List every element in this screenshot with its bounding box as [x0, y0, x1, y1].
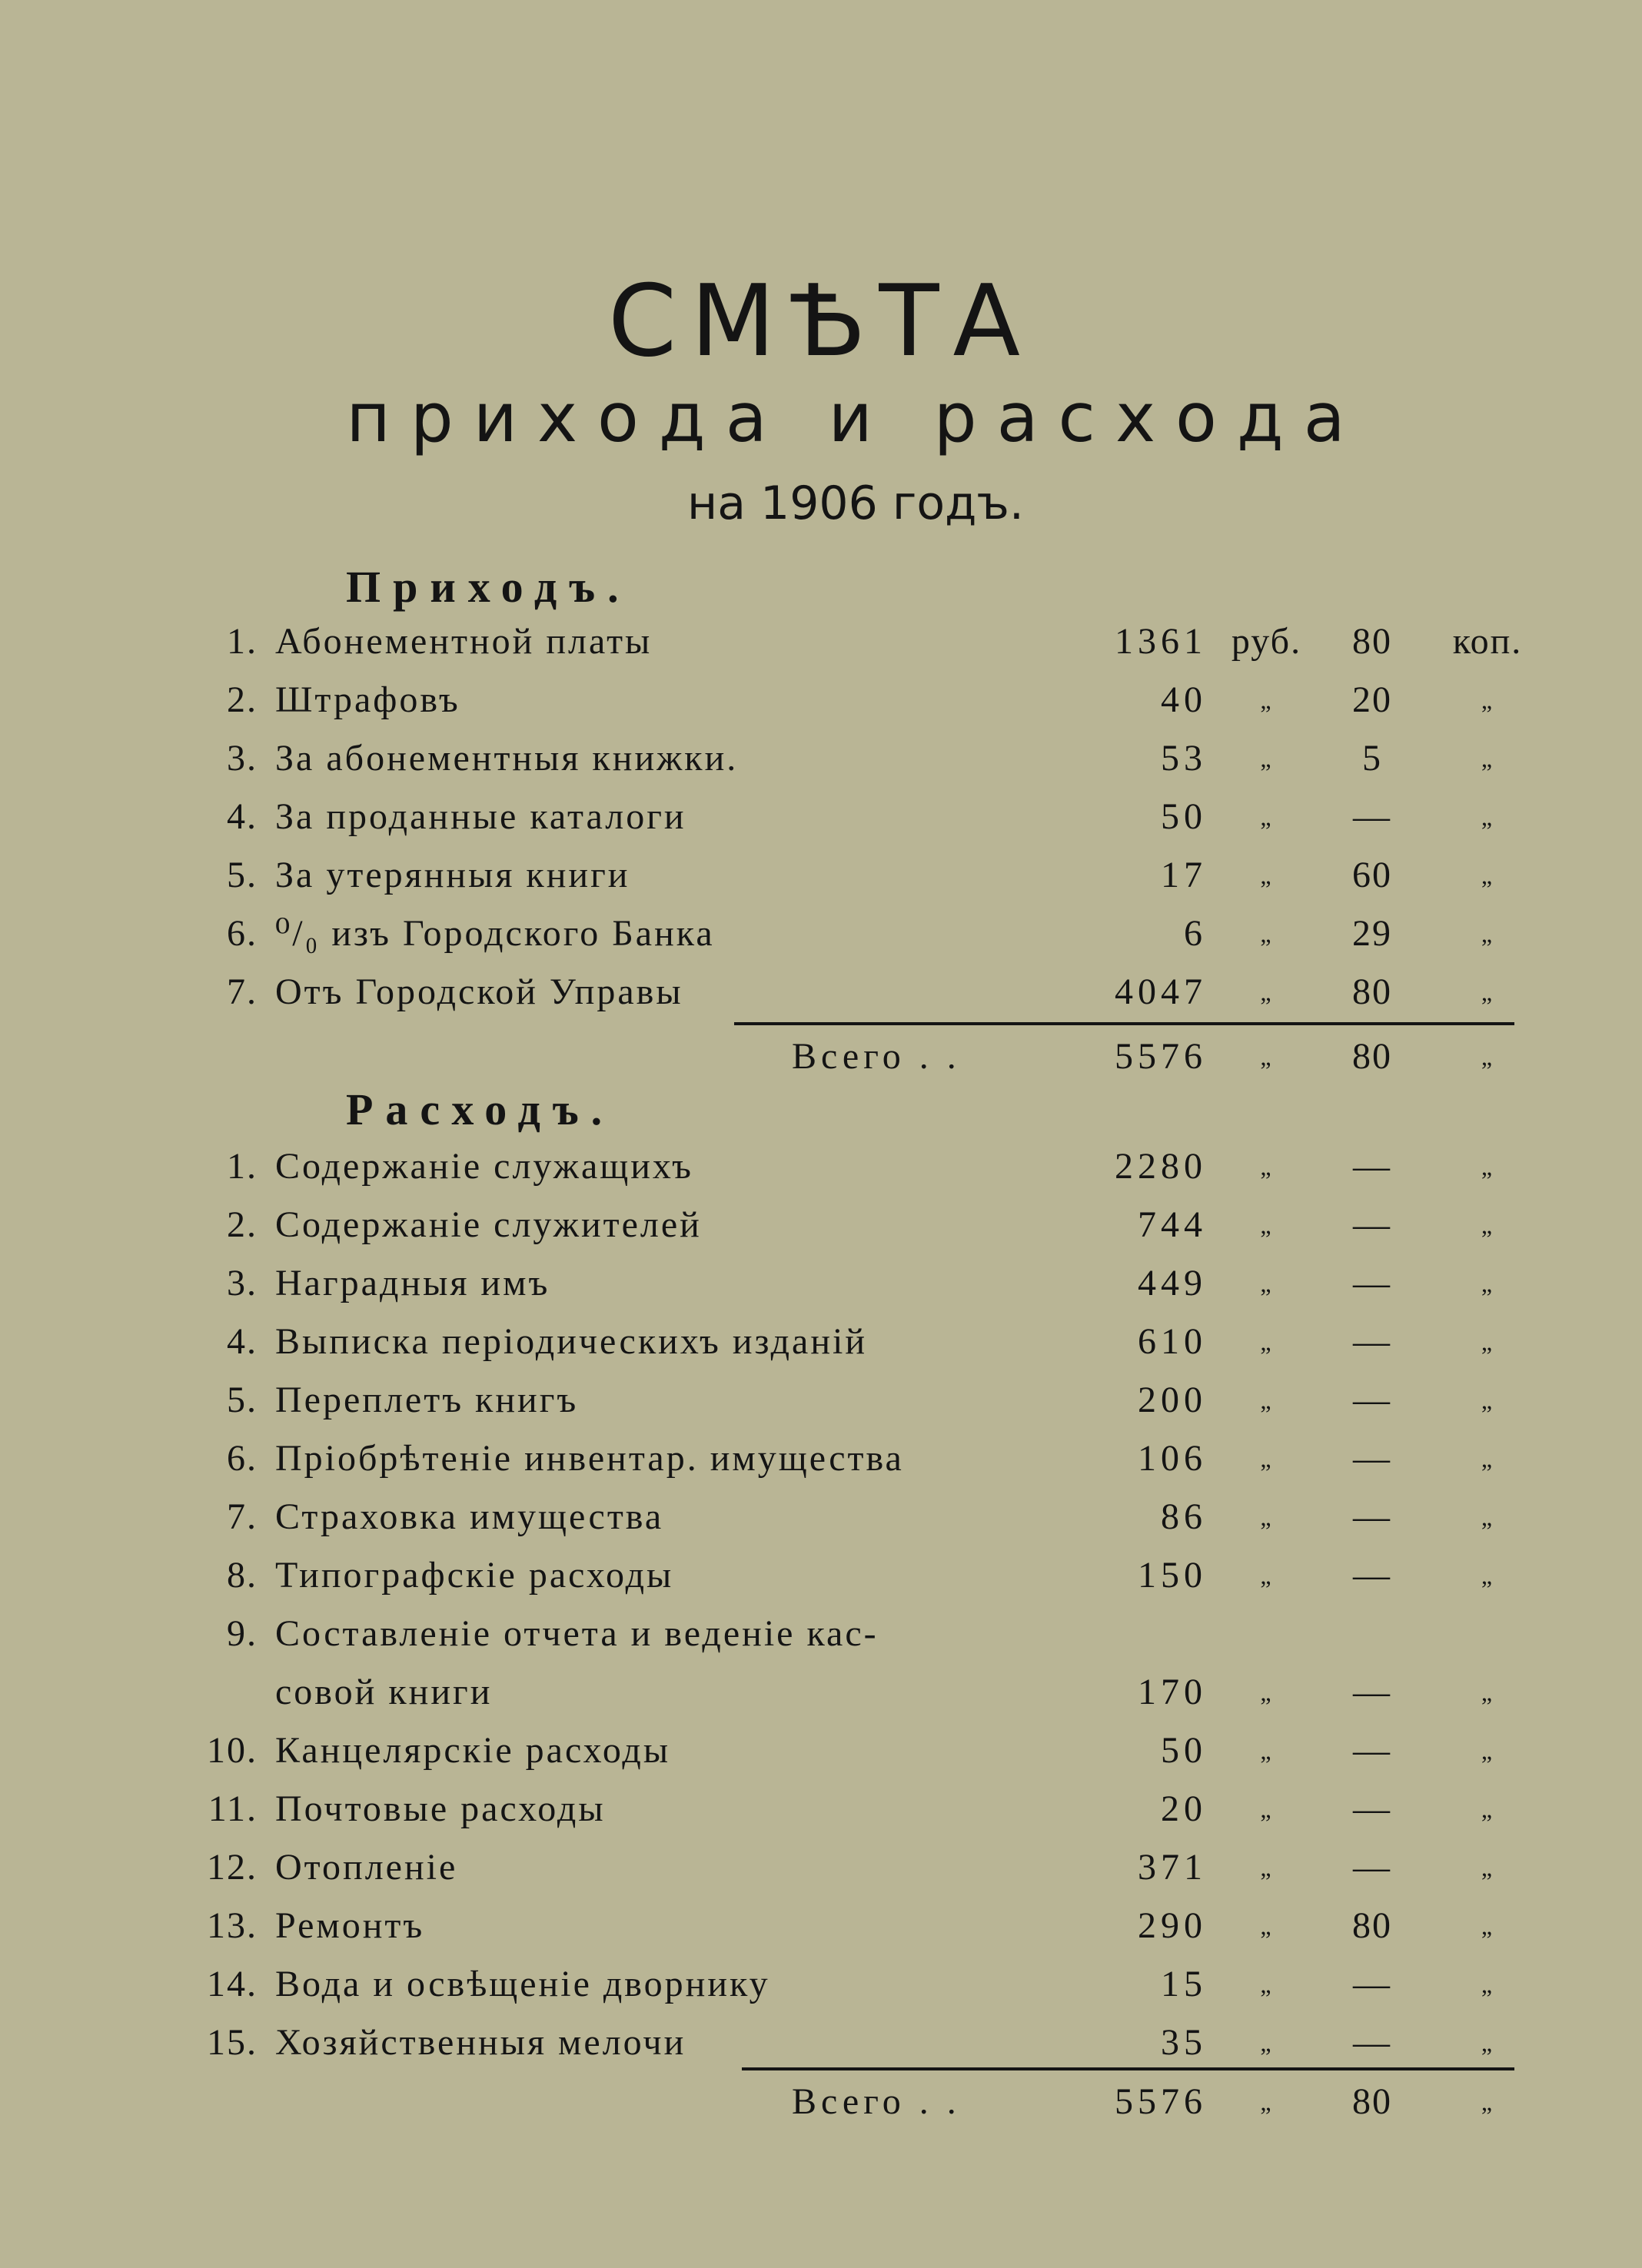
item-label: Выписка періодическихъ изданій — [275, 1321, 868, 1362]
rubles: 170 — [1138, 1672, 1207, 1712]
ruble-unit: „ — [1260, 745, 1273, 772]
rubles: 5576 — [1115, 1036, 1207, 1077]
item-label: Страховка имущества — [275, 1496, 664, 1537]
item-label: Наградныя имъ — [275, 1263, 550, 1303]
kopeck-unit: „ — [1481, 1795, 1494, 1823]
ruble-unit: „ — [1260, 1795, 1273, 1823]
ruble-unit: „ — [1260, 1679, 1273, 1706]
ruble-unit: „ — [1260, 978, 1273, 1006]
item-number: 6. — [227, 913, 258, 954]
ruble-unit: „ — [1260, 1153, 1273, 1180]
kopeck-unit: „ — [1481, 1854, 1494, 1881]
item-number: 7. — [227, 1496, 258, 1537]
kopeck-unit: „ — [1481, 1043, 1494, 1071]
rubles: 449 — [1138, 1263, 1207, 1303]
ruble-unit: „ — [1260, 1503, 1273, 1531]
item-label: ⁰/₀ изъ Городского Банка — [275, 913, 715, 954]
item-number: 12. — [207, 1847, 258, 1888]
ruble-unit: „ — [1260, 2088, 1273, 2116]
item-number: 6. — [227, 1438, 258, 1479]
kopecks: — — [1353, 1204, 1391, 1245]
kopecks: — — [1353, 1555, 1391, 1596]
item-number: 4. — [227, 1321, 258, 1362]
ruble-unit: руб. — [1231, 621, 1302, 662]
item-label: Отопленіе — [275, 1847, 458, 1888]
item-label: Вода и освѣщеніе дворнику — [275, 1964, 770, 2004]
item-label: совой книги — [275, 1672, 493, 1712]
kopecks: 5 — [1362, 738, 1382, 779]
item-number: 14. — [207, 1964, 258, 2004]
item-label: Абонементной платы — [275, 621, 653, 662]
ruble-unit: „ — [1260, 1562, 1273, 1589]
kopecks: 29 — [1352, 913, 1392, 954]
item-number: 10. — [207, 1730, 258, 1771]
kopecks: — — [1353, 1321, 1391, 1362]
item-number: 7. — [227, 971, 258, 1012]
item-number: 4. — [227, 796, 258, 837]
kopeck-unit: „ — [1481, 1503, 1494, 1531]
item-number: 3. — [227, 738, 258, 779]
kopecks: — — [1353, 1788, 1391, 1829]
item-number: 1. — [227, 621, 258, 662]
kopeck-unit: „ — [1481, 1679, 1494, 1706]
kopeck-unit: „ — [1481, 1386, 1494, 1414]
rubles: 106 — [1138, 1438, 1207, 1479]
rubles: 6 — [1184, 913, 1207, 954]
kopeck-unit: „ — [1481, 803, 1494, 831]
kopeck-unit: „ — [1481, 2088, 1494, 2116]
income-heading: Приходъ. — [346, 562, 631, 612]
rubles: 15 — [1161, 1964, 1207, 2004]
rubles: 371 — [1138, 1847, 1207, 1888]
rubles: 50 — [1161, 796, 1207, 837]
rubles: 4047 — [1115, 971, 1207, 1012]
item-label: Почтовые расходы — [275, 1788, 606, 1829]
kopeck-unit: „ — [1481, 1562, 1494, 1589]
kopeck-unit: „ — [1481, 1971, 1494, 1998]
item-label: Типографскіе расходы — [275, 1555, 674, 1596]
year-line: на 1906 годъ. — [686, 477, 1025, 530]
kopecks: 80 — [1352, 971, 1392, 1012]
page-title: СМѢТА — [607, 264, 1035, 379]
kopecks: 60 — [1352, 855, 1392, 895]
item-number: 5. — [227, 1380, 258, 1420]
ruble-unit: „ — [1260, 1737, 1273, 1765]
rubles: 40 — [1161, 679, 1207, 720]
expense-total-rule — [742, 2067, 1514, 2070]
rubles: 5576 — [1115, 2081, 1207, 2122]
item-number: 2. — [227, 1204, 258, 1245]
item-number: 5. — [227, 855, 258, 895]
rubles: 150 — [1138, 1555, 1207, 1596]
kopeck-unit: „ — [1481, 2029, 1494, 2057]
kopecks: — — [1353, 1263, 1391, 1303]
kopecks: — — [1353, 1146, 1391, 1187]
rubles: 53 — [1161, 738, 1207, 779]
ruble-unit: „ — [1260, 1211, 1273, 1239]
kopeck-unit: „ — [1481, 1445, 1494, 1473]
ruble-unit: „ — [1260, 1270, 1273, 1297]
rubles: 35 — [1161, 2022, 1207, 2063]
item-label: Ремонтъ — [275, 1905, 425, 1946]
ruble-unit: „ — [1260, 920, 1273, 948]
kopeck-unit: „ — [1481, 1328, 1494, 1356]
ruble-unit: „ — [1260, 1971, 1273, 1998]
item-label: Содержаніе служителей — [275, 1204, 702, 1245]
item-number: 11. — [208, 1788, 258, 1829]
kopeck-unit: „ — [1481, 1211, 1494, 1239]
item-label: Переплетъ книгъ — [275, 1380, 579, 1420]
total-label: Всего . . — [792, 1036, 961, 1077]
page-subtitle: прихода и расхода — [346, 378, 1365, 457]
total-label: Всего . . — [792, 2081, 961, 2122]
rubles: 610 — [1138, 1321, 1207, 1362]
item-number: 2. — [227, 679, 258, 720]
kopeck-unit: „ — [1481, 686, 1494, 714]
kopecks: 20 — [1352, 679, 1392, 720]
kopeck-unit: коп. — [1452, 621, 1523, 662]
rubles: 86 — [1161, 1496, 1207, 1537]
item-label: Содержаніе служащихъ — [275, 1146, 693, 1187]
item-label: За абонементныя книжки. — [275, 738, 739, 779]
kopecks: — — [1353, 1730, 1391, 1771]
kopeck-unit: „ — [1481, 1270, 1494, 1297]
kopecks: — — [1353, 1380, 1391, 1420]
kopeck-unit: „ — [1481, 1912, 1494, 1940]
rubles: 1361 — [1115, 621, 1207, 662]
ruble-unit: „ — [1260, 862, 1273, 889]
kopeck-unit: „ — [1481, 1737, 1494, 1765]
ruble-unit: „ — [1260, 1386, 1273, 1414]
ruble-unit: „ — [1260, 686, 1273, 714]
item-number: 13. — [207, 1905, 258, 1946]
item-number: 9. — [227, 1613, 258, 1654]
item-number: 8. — [227, 1555, 258, 1596]
item-label: За утерянныя книги — [275, 855, 630, 895]
kopecks: — — [1353, 796, 1391, 837]
item-label: Отъ Городской Управы — [275, 971, 683, 1012]
kopecks: 80 — [1352, 621, 1392, 662]
ruble-unit: „ — [1260, 1854, 1273, 1881]
kopecks: — — [1353, 1847, 1391, 1888]
item-number: 15. — [207, 2022, 258, 2063]
rubles: 50 — [1161, 1730, 1207, 1771]
income-total-rule — [734, 1022, 1514, 1025]
ruble-unit: „ — [1260, 803, 1273, 831]
kopecks: 80 — [1352, 1905, 1392, 1946]
kopecks: — — [1353, 1964, 1391, 2004]
expense-heading: Расходъ. — [346, 1084, 615, 1134]
item-label: Пріобрѣтеніе инвентар. имущества — [275, 1438, 904, 1479]
kopecks: — — [1353, 2022, 1391, 2063]
rubles: 290 — [1138, 1905, 1207, 1946]
kopecks: — — [1353, 1672, 1391, 1712]
kopeck-unit: „ — [1481, 862, 1494, 889]
kopeck-unit: „ — [1481, 745, 1494, 772]
kopecks: 80 — [1352, 1036, 1392, 1077]
rubles: 20 — [1161, 1788, 1207, 1829]
kopecks: — — [1353, 1438, 1391, 1479]
ruble-unit: „ — [1260, 1912, 1273, 1940]
kopecks: — — [1353, 1496, 1391, 1537]
rubles: 2280 — [1115, 1146, 1207, 1187]
rubles: 17 — [1161, 855, 1207, 895]
item-label: Штрафовъ — [275, 679, 460, 720]
item-label: Составленіе отчета и веденіе кас- — [275, 1613, 879, 1654]
item-label: Хозяйственныя мелочи — [275, 2022, 686, 2063]
ruble-unit: „ — [1260, 1328, 1273, 1356]
rubles: 200 — [1138, 1380, 1207, 1420]
kopecks: 80 — [1352, 2081, 1392, 2122]
item-number: 3. — [227, 1263, 258, 1303]
kopeck-unit: „ — [1481, 920, 1494, 948]
ruble-unit: „ — [1260, 1043, 1273, 1071]
rubles: 744 — [1138, 1204, 1207, 1245]
item-label: За проданные каталоги — [275, 796, 686, 837]
ruble-unit: „ — [1260, 1445, 1273, 1473]
kopeck-unit: „ — [1481, 1153, 1494, 1180]
item-label: Канцелярскіе расходы — [275, 1730, 671, 1771]
item-number: 1. — [227, 1146, 258, 1187]
ruble-unit: „ — [1260, 2029, 1273, 2057]
kopeck-unit: „ — [1481, 978, 1494, 1006]
